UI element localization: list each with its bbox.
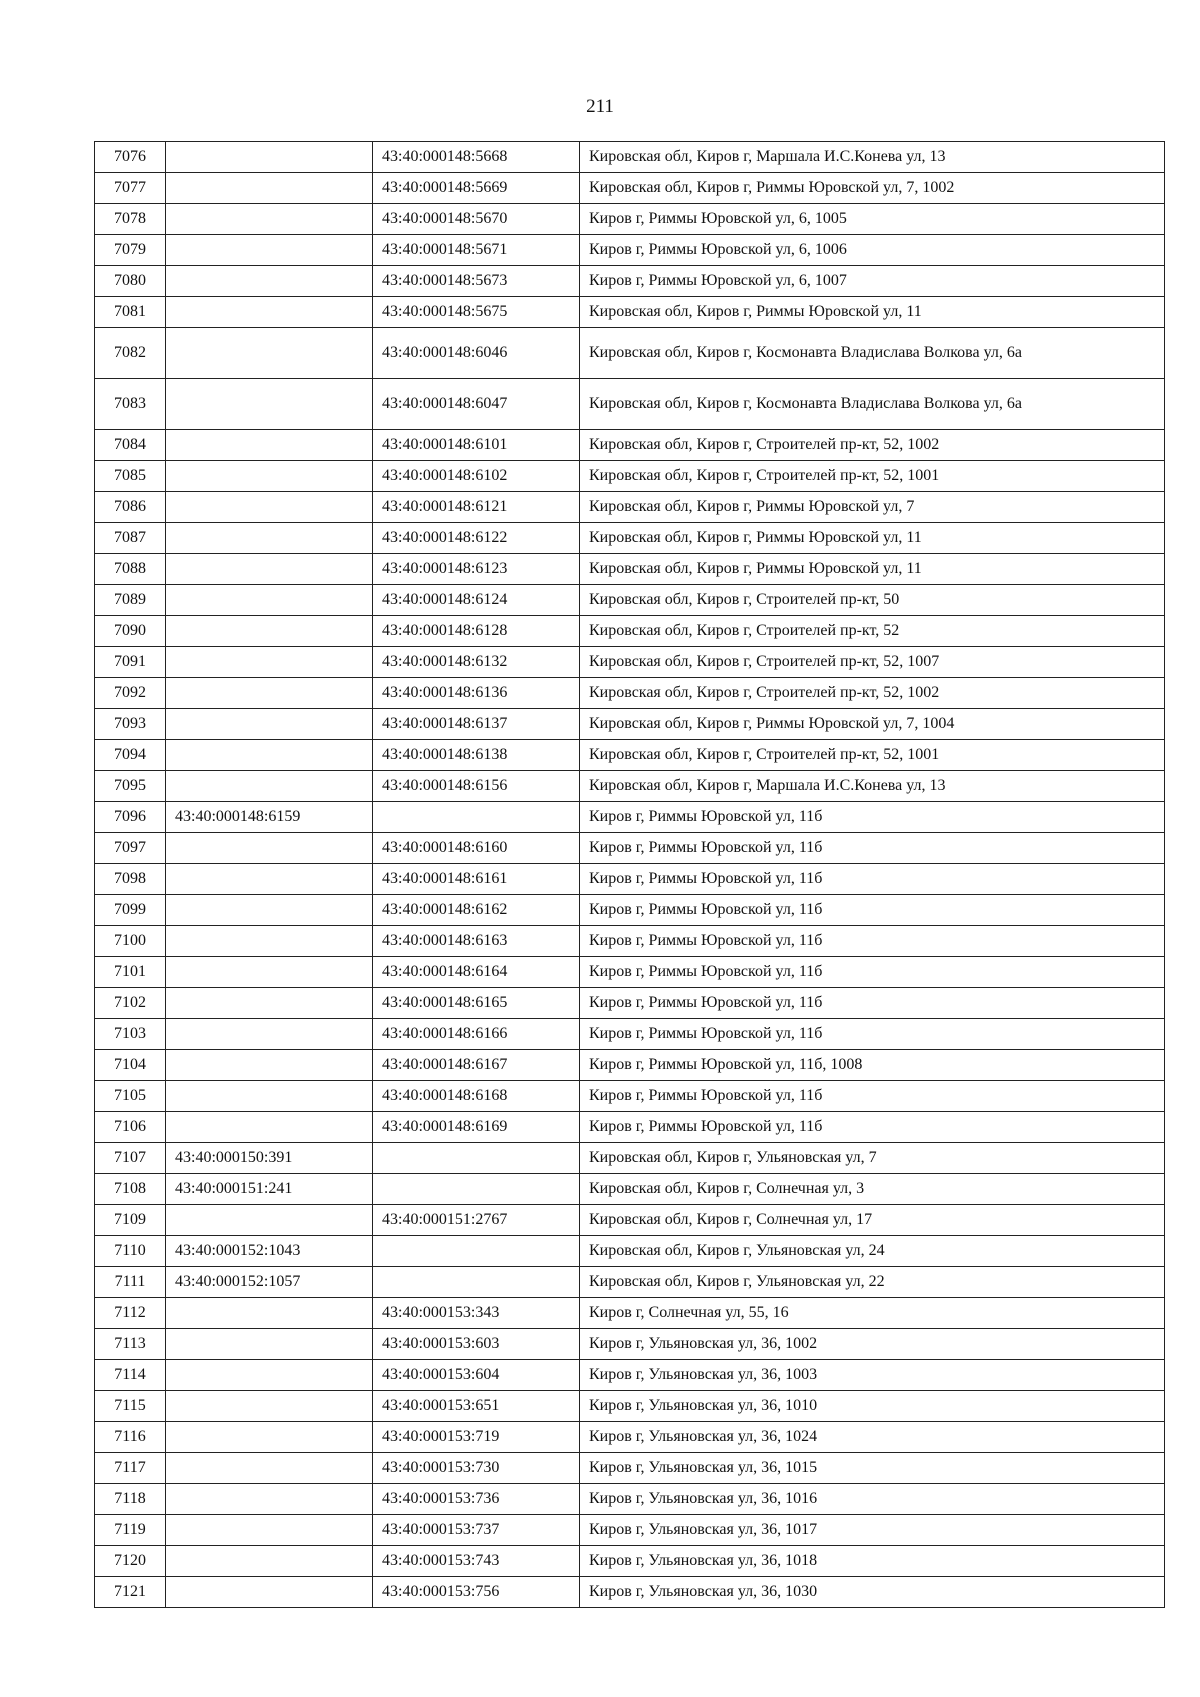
building-cadastral-number-cell: 43:40:000148:6166 [373, 1019, 580, 1050]
table-row [95, 142, 1165, 173]
land-cadastral-number-cell [166, 1577, 373, 1608]
table-row [95, 740, 1165, 771]
table-row [95, 204, 1165, 235]
building-cadastral-number-cell: 43:40:000148:6137 [373, 709, 580, 740]
building-cadastral-number-cell: 43:40:000153:743 [373, 1546, 580, 1577]
table-row [95, 1267, 1165, 1298]
land-cadastral-number-cell [166, 1453, 373, 1484]
row-number-cell: 7078 [95, 204, 166, 235]
land-cadastral-number-cell [166, 554, 373, 585]
address-cell: Киров г, Риммы Юровской ул, 6, 1007 [580, 266, 1165, 297]
table-row [95, 1143, 1165, 1174]
address-cell: Кировская обл, Киров г, Строителей пр-кт, 52, 1007 [580, 647, 1165, 678]
building-cadastral-number-cell: 43:40:000148:6121 [373, 492, 580, 523]
row-number-cell: 7116 [95, 1422, 166, 1453]
address-cell: Киров г, Риммы Юровской ул, 11б [580, 833, 1165, 864]
building-cadastral-number-cell [373, 1143, 580, 1174]
land-cadastral-number-cell: 43:40:000152:1043 [166, 1236, 373, 1267]
land-cadastral-number-cell [166, 235, 373, 266]
land-cadastral-number-cell [166, 740, 373, 771]
row-number-cell: 7113 [95, 1329, 166, 1360]
table-row [95, 266, 1165, 297]
building-cadastral-number-cell: 43:40:000153:737 [373, 1515, 580, 1546]
building-cadastral-number-cell: 43:40:000148:6162 [373, 895, 580, 926]
table-row [95, 585, 1165, 616]
land-cadastral-number-cell [166, 142, 373, 173]
address-cell: Киров г, Ульяновская ул, 36, 1017 [580, 1515, 1165, 1546]
address-cell: Киров г, Риммы Юровской ул, 11б, 1008 [580, 1050, 1165, 1081]
page-number: 211 [586, 96, 614, 117]
building-cadastral-number-cell: 43:40:000148:5669 [373, 173, 580, 204]
table-row [95, 523, 1165, 554]
building-cadastral-number-cell [373, 1267, 580, 1298]
land-cadastral-number-cell [166, 461, 373, 492]
row-number-cell: 7105 [95, 1081, 166, 1112]
table-row [95, 647, 1165, 678]
row-number-cell: 7101 [95, 957, 166, 988]
land-cadastral-number-cell [166, 678, 373, 709]
building-cadastral-number-cell: 43:40:000148:6102 [373, 461, 580, 492]
building-cadastral-number-cell: 43:40:000148:6124 [373, 585, 580, 616]
building-cadastral-number-cell: 43:40:000153:756 [373, 1577, 580, 1608]
row-number-cell: 7104 [95, 1050, 166, 1081]
building-cadastral-number-cell: 43:40:000148:6122 [373, 523, 580, 554]
building-cadastral-number-cell: 43:40:000148:6169 [373, 1112, 580, 1143]
address-cell: Кировская обл, Киров г, Риммы Юровской ул, 11 [580, 523, 1165, 554]
row-number-cell: 7089 [95, 585, 166, 616]
address-cell: Кировская обл, Киров г, Строителей пр-кт, 50 [580, 585, 1165, 616]
address-cell: Киров г, Ульяновская ул, 36, 1015 [580, 1453, 1165, 1484]
address-cell: Киров г, Ульяновская ул, 36, 1030 [580, 1577, 1165, 1608]
land-cadastral-number-cell [166, 1329, 373, 1360]
row-number-cell: 7118 [95, 1484, 166, 1515]
land-cadastral-number-cell [166, 492, 373, 523]
land-cadastral-number-cell [166, 1546, 373, 1577]
address-cell: Кировская обл, Киров г, Ульяновская ул, 24 [580, 1236, 1165, 1267]
land-cadastral-number-cell [166, 1484, 373, 1515]
table-row [95, 833, 1165, 864]
address-cell: Кировская обл, Киров г, Риммы Юровской ул, 7 [580, 492, 1165, 523]
row-number-cell: 7094 [95, 740, 166, 771]
table-row [95, 1577, 1165, 1608]
address-cell: Киров г, Ульяновская ул, 36, 1002 [580, 1329, 1165, 1360]
building-cadastral-number-cell: 43:40:000148:6167 [373, 1050, 580, 1081]
building-cadastral-number-cell: 43:40:000148:5671 [373, 235, 580, 266]
land-cadastral-number-cell [166, 173, 373, 204]
building-cadastral-number-cell: 43:40:000153:730 [373, 1453, 580, 1484]
address-cell: Кировская обл, Киров г, Солнечная ул, 3 [580, 1174, 1165, 1205]
land-cadastral-number-cell [166, 430, 373, 461]
table-row [95, 771, 1165, 802]
land-cadastral-number-cell [166, 771, 373, 802]
land-cadastral-number-cell [166, 864, 373, 895]
table-row [95, 297, 1165, 328]
land-cadastral-number-cell [166, 1050, 373, 1081]
address-cell: Киров г, Риммы Юровской ул, 6, 1006 [580, 235, 1165, 266]
land-cadastral-number-cell [166, 1019, 373, 1050]
land-cadastral-number-cell [166, 647, 373, 678]
table-row [95, 616, 1165, 647]
table-row [95, 1050, 1165, 1081]
address-cell: Кировская обл, Киров г, Строителей пр-кт, 52, 1002 [580, 678, 1165, 709]
table-row [95, 492, 1165, 523]
address-cell: Киров г, Риммы Юровской ул, 11б [580, 926, 1165, 957]
table-row [95, 1391, 1165, 1422]
address-cell: Кировская обл, Киров г, Ульяновская ул, 22 [580, 1267, 1165, 1298]
land-cadastral-number-cell [166, 1112, 373, 1143]
table-row [95, 461, 1165, 492]
table-row [95, 1329, 1165, 1360]
row-number-cell: 7107 [95, 1143, 166, 1174]
building-cadastral-number-cell: 43:40:000148:5675 [373, 297, 580, 328]
land-cadastral-number-cell [166, 1515, 373, 1546]
table-row [95, 1515, 1165, 1546]
row-number-cell: 7096 [95, 802, 166, 833]
address-cell: Кировская обл, Киров г, Риммы Юровской ул, 11 [580, 297, 1165, 328]
land-cadastral-number-cell [166, 988, 373, 1019]
row-number-cell: 7095 [95, 771, 166, 802]
address-cell: Киров г, Риммы Юровской ул, 11б [580, 988, 1165, 1019]
land-cadastral-number-cell [166, 585, 373, 616]
building-cadastral-number-cell: 43:40:000148:6163 [373, 926, 580, 957]
registry-table-body [95, 142, 1165, 1608]
address-cell: Киров г, Ульяновская ул, 36, 1024 [580, 1422, 1165, 1453]
land-cadastral-number-cell [166, 1081, 373, 1112]
row-number-cell: 7092 [95, 678, 166, 709]
building-cadastral-number-cell [373, 1174, 580, 1205]
building-cadastral-number-cell: 43:40:000148:6156 [373, 771, 580, 802]
table-row [95, 1484, 1165, 1515]
row-number-cell: 7088 [95, 554, 166, 585]
land-cadastral-number-cell [166, 1360, 373, 1391]
row-number-cell: 7115 [95, 1391, 166, 1422]
row-number-cell: 7086 [95, 492, 166, 523]
address-cell: Киров г, Риммы Юровской ул, 11б [580, 957, 1165, 988]
row-number-cell: 7121 [95, 1577, 166, 1608]
land-cadastral-number-cell [166, 297, 373, 328]
address-cell: Киров г, Риммы Юровской ул, 11б [580, 1081, 1165, 1112]
registry-table [94, 141, 1165, 1608]
land-cadastral-number-cell [166, 204, 373, 235]
land-cadastral-number-cell: 43:40:000151:241 [166, 1174, 373, 1205]
building-cadastral-number-cell: 43:40:000148:6161 [373, 864, 580, 895]
row-number-cell: 7093 [95, 709, 166, 740]
building-cadastral-number-cell: 43:40:000148:6128 [373, 616, 580, 647]
row-number-cell: 7090 [95, 616, 166, 647]
address-cell: Кировская обл, Киров г, Строителей пр-кт, 52, 1002 [580, 430, 1165, 461]
building-cadastral-number-cell: 43:40:000148:6165 [373, 988, 580, 1019]
row-number-cell: 7102 [95, 988, 166, 1019]
table-row [95, 379, 1165, 430]
table-row [95, 1112, 1165, 1143]
land-cadastral-number-cell [166, 833, 373, 864]
row-number-cell: 7117 [95, 1453, 166, 1484]
table-row [95, 1360, 1165, 1391]
table-row [95, 1236, 1165, 1267]
row-number-cell: 7077 [95, 173, 166, 204]
land-cadastral-number-cell [166, 616, 373, 647]
table-row [95, 1453, 1165, 1484]
row-number-cell: 7081 [95, 297, 166, 328]
row-number-cell: 7098 [95, 864, 166, 895]
table-row [95, 678, 1165, 709]
address-cell: Кировская обл, Киров г, Солнечная ул, 17 [580, 1205, 1165, 1236]
address-cell: Киров г, Риммы Юровской ул, 11б [580, 1019, 1165, 1050]
land-cadastral-number-cell: 43:40:000150:391 [166, 1143, 373, 1174]
building-cadastral-number-cell: 43:40:000148:6123 [373, 554, 580, 585]
building-cadastral-number-cell: 43:40:000148:6101 [373, 430, 580, 461]
address-cell: Кировская обл, Киров г, Риммы Юровской ул, 11 [580, 554, 1165, 585]
address-cell: Кировская обл, Киров г, Строителей пр-кт, 52 [580, 616, 1165, 647]
land-cadastral-number-cell [166, 895, 373, 926]
address-cell: Киров г, Солнечная ул, 55, 16 [580, 1298, 1165, 1329]
address-cell: Кировская обл, Киров г, Риммы Юровской ул, 7, 1004 [580, 709, 1165, 740]
row-number-cell: 7119 [95, 1515, 166, 1546]
table-row [95, 957, 1165, 988]
building-cadastral-number-cell: 43:40:000148:6168 [373, 1081, 580, 1112]
row-number-cell: 7112 [95, 1298, 166, 1329]
table-row [95, 173, 1165, 204]
building-cadastral-number-cell: 43:40:000148:5673 [373, 266, 580, 297]
table-row [95, 864, 1165, 895]
building-cadastral-number-cell: 43:40:000153:736 [373, 1484, 580, 1515]
row-number-cell: 7106 [95, 1112, 166, 1143]
address-cell: Кировская обл, Киров г, Ульяновская ул, 7 [580, 1143, 1165, 1174]
land-cadastral-number-cell [166, 379, 373, 430]
row-number-cell: 7111 [95, 1267, 166, 1298]
address-cell: Кировская обл, Киров г, Маршала И.С.Конева ул, 13 [580, 142, 1165, 173]
row-number-cell: 7108 [95, 1174, 166, 1205]
table-row [95, 1422, 1165, 1453]
address-cell: Киров г, Ульяновская ул, 36, 1016 [580, 1484, 1165, 1515]
land-cadastral-number-cell [166, 328, 373, 379]
table-row [95, 1019, 1165, 1050]
row-number-cell: 7084 [95, 430, 166, 461]
row-number-cell: 7110 [95, 1236, 166, 1267]
building-cadastral-number-cell: 43:40:000148:6132 [373, 647, 580, 678]
land-cadastral-number-cell [166, 523, 373, 554]
row-number-cell: 7080 [95, 266, 166, 297]
table-row [95, 235, 1165, 266]
table-row [95, 1205, 1165, 1236]
building-cadastral-number-cell: 43:40:000153:719 [373, 1422, 580, 1453]
table-row [95, 926, 1165, 957]
row-number-cell: 7099 [95, 895, 166, 926]
address-cell: Кировская обл, Киров г, Космонавта Владислава Волкова ул, 6а [580, 328, 1165, 379]
table-row [95, 328, 1165, 379]
row-number-cell: 7097 [95, 833, 166, 864]
table-row [95, 709, 1165, 740]
address-cell: Киров г, Риммы Юровской ул, 11б [580, 802, 1165, 833]
row-number-cell: 7100 [95, 926, 166, 957]
row-number-cell: 7085 [95, 461, 166, 492]
address-cell: Кировская обл, Киров г, Риммы Юровской ул, 7, 1002 [580, 173, 1165, 204]
table-row [95, 430, 1165, 461]
address-cell: Киров г, Риммы Юровской ул, 6, 1005 [580, 204, 1165, 235]
building-cadastral-number-cell [373, 1236, 580, 1267]
row-number-cell: 7091 [95, 647, 166, 678]
land-cadastral-number-cell [166, 1422, 373, 1453]
table-row [95, 554, 1165, 585]
table-row [95, 1298, 1165, 1329]
row-number-cell: 7109 [95, 1205, 166, 1236]
address-cell: Кировская обл, Киров г, Строителей пр-кт, 52, 1001 [580, 740, 1165, 771]
building-cadastral-number-cell: 43:40:000153:651 [373, 1391, 580, 1422]
address-cell: Киров г, Риммы Юровской ул, 11б [580, 864, 1165, 895]
land-cadastral-number-cell [166, 709, 373, 740]
land-cadastral-number-cell [166, 926, 373, 957]
table-row [95, 1546, 1165, 1577]
table-row [95, 895, 1165, 926]
address-cell: Кировская обл, Киров г, Строителей пр-кт, 52, 1001 [580, 461, 1165, 492]
building-cadastral-number-cell: 43:40:000153:604 [373, 1360, 580, 1391]
row-number-cell: 7082 [95, 328, 166, 379]
land-cadastral-number-cell [166, 266, 373, 297]
table-row [95, 1174, 1165, 1205]
address-cell: Киров г, Риммы Юровской ул, 11б [580, 1112, 1165, 1143]
table-row [95, 802, 1165, 833]
land-cadastral-number-cell [166, 957, 373, 988]
land-cadastral-number-cell: 43:40:000148:6159 [166, 802, 373, 833]
row-number-cell: 7083 [95, 379, 166, 430]
address-cell: Киров г, Ульяновская ул, 36, 1018 [580, 1546, 1165, 1577]
building-cadastral-number-cell: 43:40:000153:603 [373, 1329, 580, 1360]
building-cadastral-number-cell: 43:40:000148:6136 [373, 678, 580, 709]
building-cadastral-number-cell: 43:40:000148:6160 [373, 833, 580, 864]
building-cadastral-number-cell: 43:40:000148:5668 [373, 142, 580, 173]
building-cadastral-number-cell [373, 802, 580, 833]
land-cadastral-number-cell: 43:40:000152:1057 [166, 1267, 373, 1298]
table-row [95, 1081, 1165, 1112]
address-cell: Киров г, Ульяновская ул, 36, 1003 [580, 1360, 1165, 1391]
building-cadastral-number-cell: 43:40:000148:6046 [373, 328, 580, 379]
row-number-cell: 7079 [95, 235, 166, 266]
address-cell: Кировская обл, Киров г, Маршала И.С.Конева ул, 13 [580, 771, 1165, 802]
row-number-cell: 7103 [95, 1019, 166, 1050]
building-cadastral-number-cell: 43:40:000148:6164 [373, 957, 580, 988]
address-cell: Кировская обл, Киров г, Космонавта Владислава Волкова ул, 6а [580, 379, 1165, 430]
address-cell: Киров г, Ульяновская ул, 36, 1010 [580, 1391, 1165, 1422]
land-cadastral-number-cell [166, 1205, 373, 1236]
row-number-cell: 7114 [95, 1360, 166, 1391]
building-cadastral-number-cell: 43:40:000148:6047 [373, 379, 580, 430]
address-cell: Киров г, Риммы Юровской ул, 11б [580, 895, 1165, 926]
row-number-cell: 7087 [95, 523, 166, 554]
land-cadastral-number-cell [166, 1391, 373, 1422]
building-cadastral-number-cell: 43:40:000148:5670 [373, 204, 580, 235]
row-number-cell: 7120 [95, 1546, 166, 1577]
building-cadastral-number-cell: 43:40:000148:6138 [373, 740, 580, 771]
row-number-cell: 7076 [95, 142, 166, 173]
building-cadastral-number-cell: 43:40:000151:2767 [373, 1205, 580, 1236]
table-row [95, 988, 1165, 1019]
land-cadastral-number-cell [166, 1298, 373, 1329]
building-cadastral-number-cell: 43:40:000153:343 [373, 1298, 580, 1329]
